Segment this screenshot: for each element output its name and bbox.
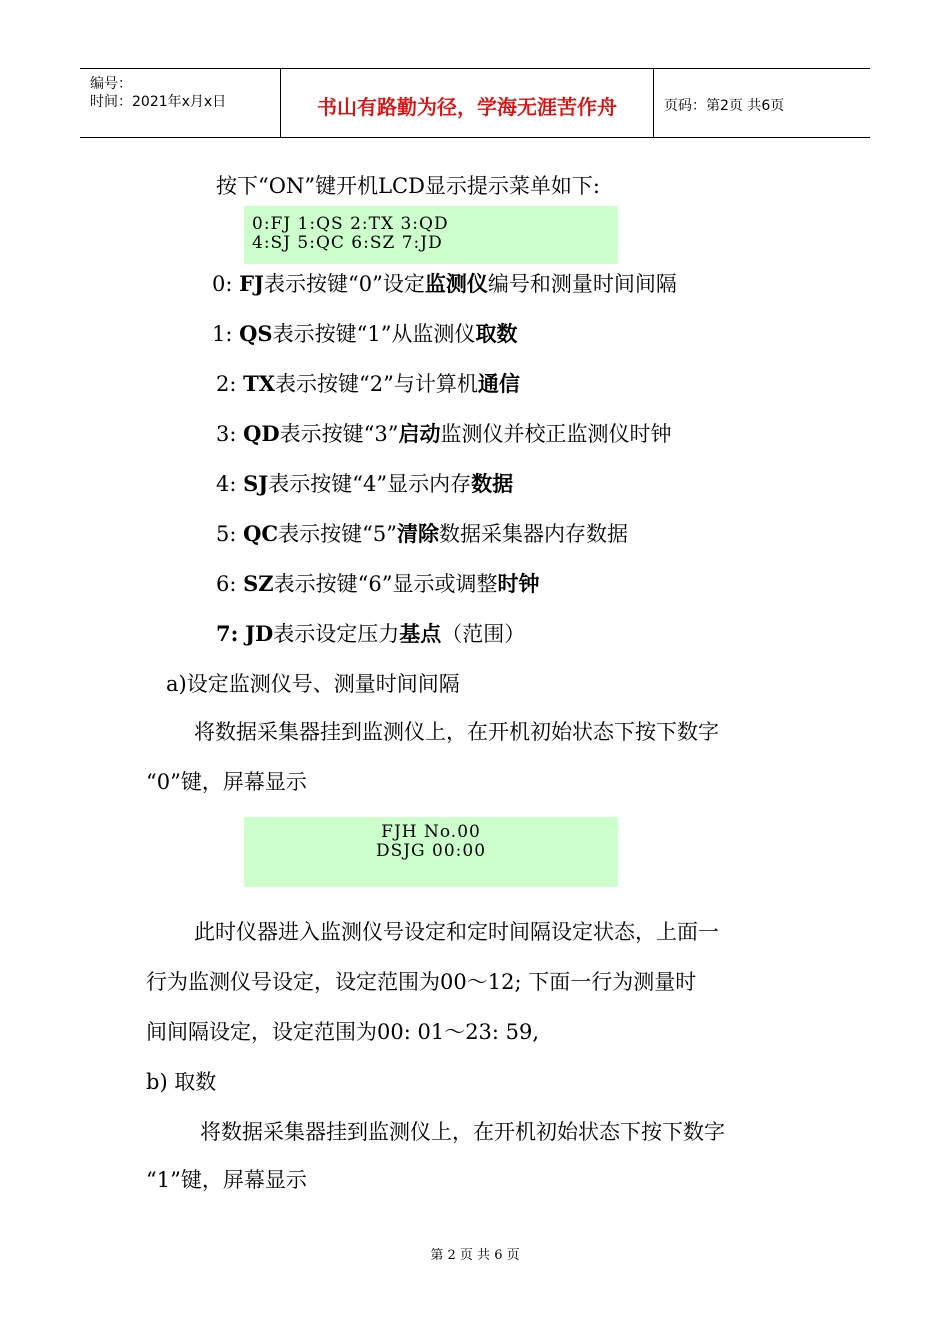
menu-item-desc: 表示按键“0”设定 — [263, 272, 425, 296]
menu-item-rest: 数据采集器内存数据 — [438, 522, 628, 546]
header-page-cell — [654, 69, 870, 137]
page-header — [80, 68, 870, 138]
menu-item-keyword: 取数 — [475, 321, 518, 346]
menu-item-desc: 表示设定压力 — [273, 622, 400, 646]
lcd-menu-line-1: 0:FJ 1:QS 2:TX 3:QD — [252, 214, 449, 234]
menu-item — [216, 420, 671, 448]
menu-item-desc: 表示按键“2”与计算机 — [275, 372, 478, 396]
menu-item-keyword: 时钟 — [497, 571, 540, 596]
menu-item — [212, 270, 677, 298]
menu-item — [216, 470, 513, 498]
menu-item-number: 7: — [216, 621, 239, 646]
menu-item-desc: 表示按键“5” — [278, 522, 397, 546]
lcd-fjh-line-1: FJH No.00 — [381, 822, 481, 842]
section-a-paragraph-line: 间间隔设定，设定范围为00: 01～23: 59, — [146, 1020, 540, 1044]
menu-item-number: 0: — [212, 272, 233, 296]
menu-item-number: 3: — [216, 422, 237, 446]
menu-item-number: 2: — [216, 372, 237, 396]
section-a-paragraph-line: 行为监测仪号设定，设定范围为00～12; 下面一行为测量时 — [146, 970, 697, 994]
section-b-paragraph-line: 将数据采集器挂到监测仪上，在开机初始状态下按下数字 — [200, 1120, 725, 1144]
section-b-paragraph-line: “1”键，屏幕显示 — [146, 1168, 307, 1192]
menu-item-number: 5: — [216, 522, 237, 546]
menu-item-number: 1: — [212, 322, 233, 346]
menu-item-desc: 表示按键“1”从监测仪 — [272, 322, 476, 346]
menu-item-code: QD — [243, 421, 280, 446]
lcd-menu-display — [244, 206, 618, 264]
header-page-number: 页码：第2页 共6页 — [664, 98, 785, 114]
section-a-paragraph-line: 此时仪器进入监测仪号设定和定时间隔设定状态，上面一 — [194, 920, 719, 944]
menu-item-keyword: 启动 — [398, 421, 441, 446]
menu-item-keyword: 监测仪 — [424, 271, 488, 296]
menu-item-code: FJ — [239, 271, 264, 296]
section-a-paragraph-line: “0”键，屏幕显示 — [146, 770, 307, 794]
menu-item — [216, 570, 539, 598]
section-a-title: a)设定监测仪号、测量时间间隔 — [166, 672, 460, 696]
menu-item — [216, 520, 628, 548]
menu-item-number: 6: — [216, 572, 237, 596]
menu-item-keyword: 数据 — [471, 471, 514, 496]
menu-item-rest: 编号和测量时间间隔 — [487, 272, 677, 296]
menu-item-keyword: 基点 — [399, 621, 442, 646]
intro-text: 按下“ON”键开机LCD显示提示菜单如下: — [216, 174, 600, 198]
menu-item-code: JD — [245, 621, 274, 646]
section-b-title: b) 取数 — [146, 1070, 217, 1094]
menu-item-desc: 表示按键“4”显示内存 — [268, 472, 472, 496]
menu-item-code: QC — [243, 521, 279, 546]
document-time-label: 时间：2021年x月x日 — [90, 94, 227, 110]
header-motto-cell — [281, 69, 654, 137]
menu-item-code: SZ — [243, 571, 274, 596]
menu-item-desc: 表示按键“6”显示或调整 — [273, 572, 498, 596]
menu-item-rest: （范围） — [441, 622, 526, 646]
menu-item — [216, 620, 525, 648]
lcd-fjh-display — [244, 817, 618, 887]
menu-item — [216, 370, 520, 398]
lcd-menu-line-2: 4:SJ 5:QC 6:SZ 7:JD — [252, 233, 443, 253]
menu-item-desc: 表示按键“3” — [279, 422, 399, 446]
page-footer: 第 2 页 共 6 页 — [430, 1248, 520, 1263]
menu-item-code: TX — [243, 371, 276, 396]
section-a-paragraph-line: 将数据采集器挂到监测仪上，在开机初始状态下按下数字 — [194, 720, 719, 744]
lcd-fjh-line-2: DSJG 00:00 — [375, 841, 487, 861]
menu-item-number: 4: — [216, 472, 237, 496]
header-motto: 书山有路勤为径，学海无涯苦作舟 — [317, 95, 617, 119]
menu-item — [212, 320, 517, 348]
menu-item-code: QS — [239, 321, 273, 346]
document-number-label: 编号： — [90, 76, 132, 92]
menu-item-keyword: 清除 — [396, 521, 439, 546]
header-meta-cell — [80, 69, 281, 137]
menu-item-rest: 监测仪并校正监测仪时钟 — [440, 422, 672, 446]
menu-item-keyword: 通信 — [477, 371, 520, 396]
menu-item-code: SJ — [243, 471, 269, 496]
